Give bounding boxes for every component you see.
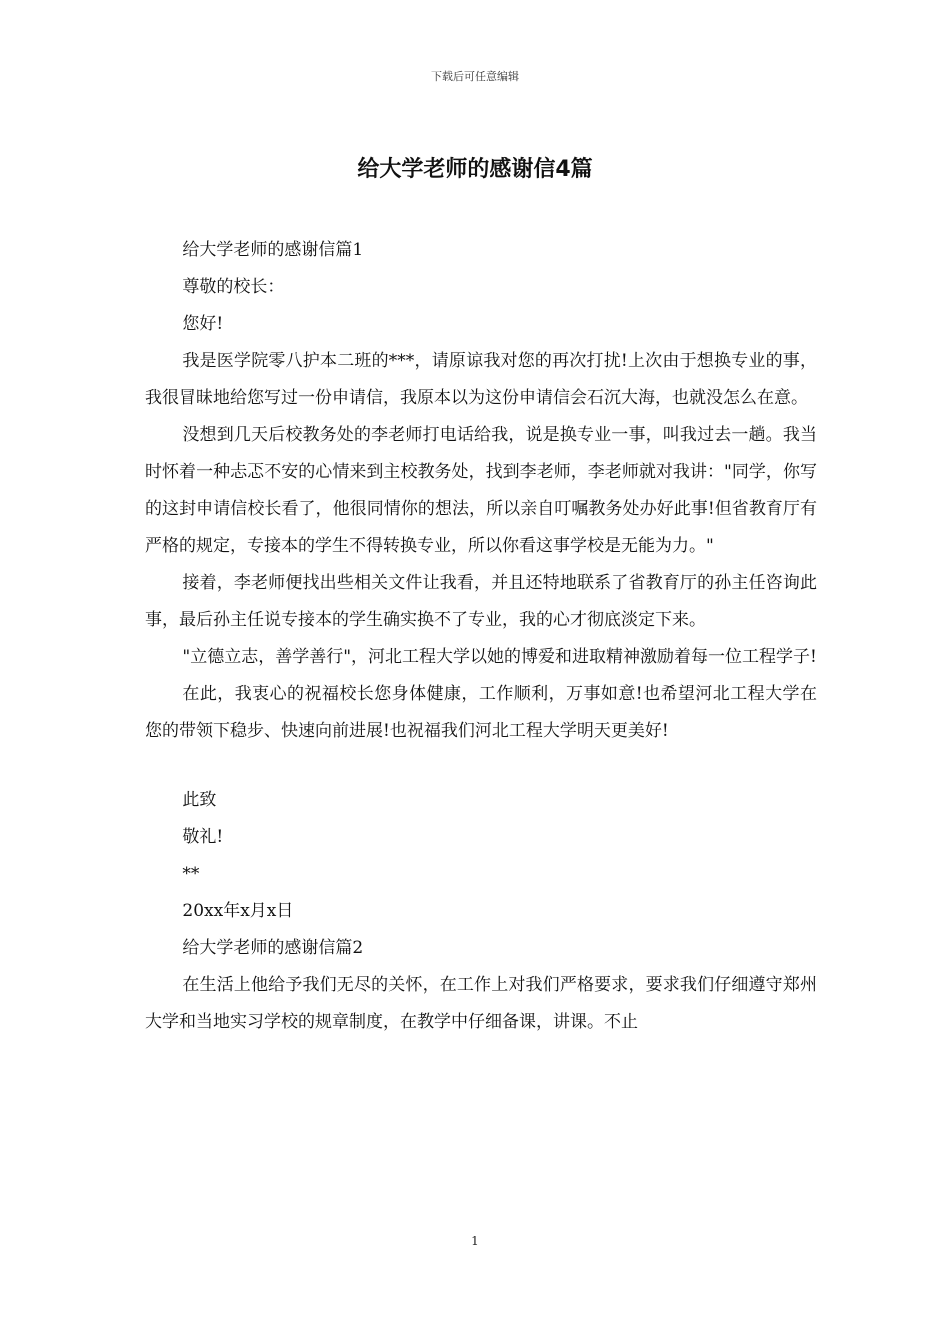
closing-line: 此致: [182, 790, 217, 810]
document-title: 给大学老师的感谢信4篇: [357, 157, 593, 182]
section-heading-2: 给大学老师的感谢信篇2: [182, 938, 364, 958]
closing-line: 敬礼!: [182, 827, 224, 847]
body-paragraph: 在此，我衷心的祝福校长您身体健康，工作顺利，万事如意!也希望河北工程大学在您的带领下稳步、快速向前进展!也祝福我们河北工程大学明天更美好!: [145, 684, 817, 741]
document-body: [145, 232, 817, 1041]
greeting: 您好!: [182, 314, 224, 334]
page-number: 1: [471, 1234, 479, 1248]
body-paragraph: 在生活上他给予我们无尽的关怀，在工作上对我们严格要求，要求我们仔细遵守郑州大学和当地实习学校的规章制度，在教学中仔细备课，讲课。不止: [145, 975, 817, 1032]
header-note: 下载后可任意编辑: [431, 70, 519, 83]
body-paragraph: 接着，李老师便找出些相关文件让我看，并且还特地联系了省教育厅的孙主任咨询此事，最后孙主任说专接本的学生确实换不了专业，我的心才彻底淡定下来。: [145, 573, 817, 630]
body-paragraph: 我是医学院零八护本二班的***，请原谅我对您的再次打扰!上次由于想换专业的事，我很冒昧地给您写过一份申请信，我原本以为这份申请信会石沉大海，也就没怎么在意。: [145, 351, 817, 408]
body-paragraph: "立德立志，善学善行"，河北工程大学以她的博爱和进取精神激励着每一位工程学子!: [182, 647, 817, 667]
signature: **: [182, 864, 200, 884]
section-heading-1: 给大学老师的感谢信篇1: [182, 240, 364, 260]
body-paragraph: 没想到几天后校教务处的李老师打电话给我，说是换专业一事，叫我过去一趟。我当时怀着一种忐忑不安的心情来到主校教务处，找到李老师，李老师就对我讲："同学，你写的这封申请信校长看了，他很同情你的想法，所以亲自叮嘱教务处办好此事!但省教育厅有严格的规定，专接本的学生不得转换专业，所以你看这事学校是无能为力。": [145, 425, 817, 556]
letter-date: 20xx年x月x日: [182, 901, 294, 921]
salutation: 尊敬的校长：: [182, 277, 285, 297]
paragraph-gap: [145, 750, 817, 782]
